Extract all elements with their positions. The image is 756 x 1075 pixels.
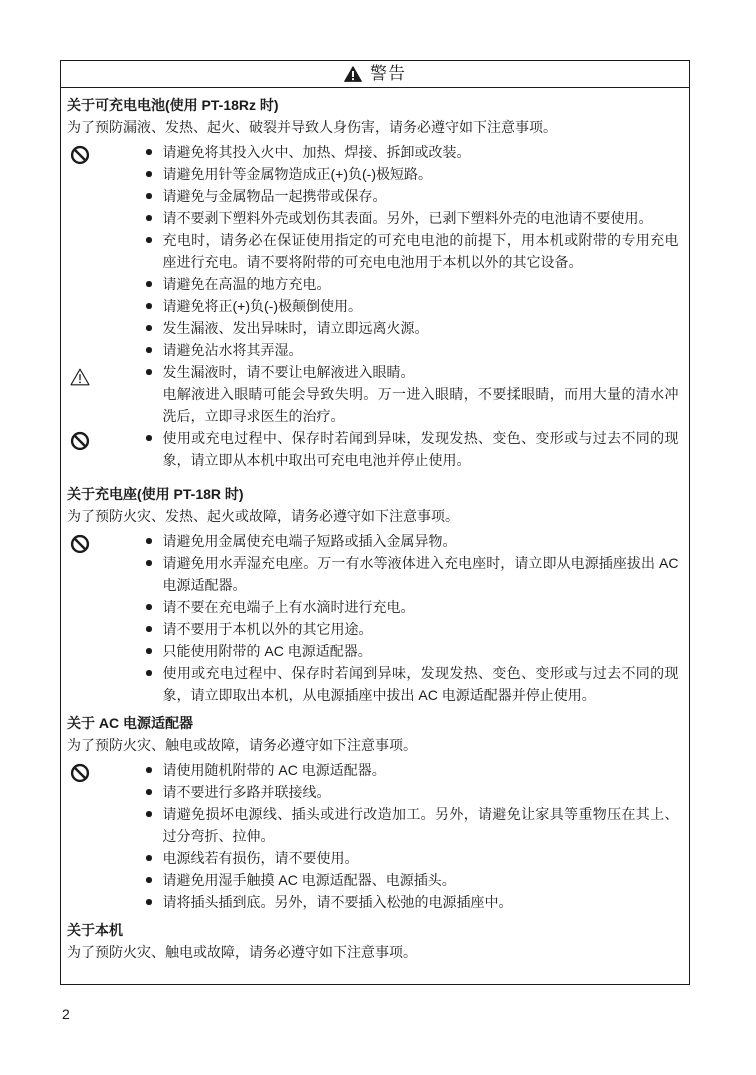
warning-header — [61, 61, 689, 88]
bullet-dot — [146, 877, 152, 883]
bullet-dot — [146, 670, 152, 676]
warning-box — [60, 60, 690, 985]
bullet-dot — [146, 789, 152, 795]
bullet-dot — [146, 193, 152, 199]
list-item — [67, 229, 683, 273]
item-text: 请避免损坏电源线、插头或进行改造加工。另外，请避免让家具等重物压在其上、过分弯折、拉伸。 — [162, 806, 679, 844]
bullet-dot — [146, 237, 152, 243]
section-title: 关于充电座(使用 PT-18R 时) — [67, 486, 244, 502]
item-text: 请避免将正(+)负(-)极颠倒使用。 — [162, 298, 362, 314]
detail-text: 电解液进入眼睛可能会导致失明。万一进入眼睛，不要揉眼睛，而用大量的清水冲洗后，立即寻求医生的治疗。 — [162, 386, 679, 424]
item-text: 只能使用附带的 AC 电源适配器。 — [162, 643, 372, 659]
section-title: 关于本机 — [67, 922, 123, 938]
item-text: 充电时，请务必在保证使用指定的可充电电池的前提下，用本机或附带的专用充电座进行充电。请不要将附带的可充电电池用于本机以外的其它设备。 — [162, 232, 679, 270]
bullet-dot — [146, 648, 152, 654]
item-text: 请不要剥下塑料外壳或划伤其表面。另外，已剥下塑料外壳的电池请不要使用。 — [162, 210, 653, 226]
prohibition-group — [67, 427, 683, 471]
bullet-dot — [146, 560, 152, 566]
bullet-dot — [146, 171, 152, 177]
section-title: 关于可充电电池(使用 PT-18Rz 时) — [67, 97, 279, 113]
bullet-dot — [146, 626, 152, 632]
bullet-dot — [146, 538, 152, 544]
item-text: 请避免用水弄湿充电座。万一有水等液体进入充电座时，请立即从电源插座拔出 AC 电源适配器。 — [162, 555, 679, 593]
bullet-dot — [146, 899, 152, 905]
list-item — [67, 803, 683, 847]
list-item — [67, 530, 683, 552]
item-text: 使用或充电过程中、保存时若闻到异味，发现发热、变色、变形或与过去不同的现象，请立即取出本机，从电源插座中拔出 AC 电源适配器并停止使用。 — [162, 665, 679, 703]
list-item — [67, 662, 683, 706]
section-charger — [67, 483, 683, 706]
warning-body — [61, 88, 689, 984]
item-text: 请使用随机附带的 AC 电源适配器。 — [162, 762, 386, 778]
item-detail — [67, 383, 683, 427]
bullet-dot — [146, 435, 152, 441]
list-item — [67, 339, 683, 361]
section-rechargeable-battery — [67, 94, 683, 471]
bullet-dot — [146, 767, 152, 773]
item-text: 请将插头插到底。另外，请不要插入松弛的电源插座中。 — [162, 894, 513, 910]
item-text: 请避免用金属使充电端子短路或插入金属异物。 — [162, 533, 457, 549]
list-item — [67, 273, 683, 295]
item-text: 请不要用于本机以外的其它用途。 — [162, 621, 373, 637]
section-intro: 为了预防火灾、触电或故障，请务必遵守如下注意事项。 — [67, 944, 417, 960]
list-item — [67, 640, 683, 662]
section-intro: 为了预防漏液、发热、起火、破裂并导致人身伤害，请务必遵守如下注意事项。 — [67, 119, 557, 135]
list-item — [67, 207, 683, 229]
item-text: 请避免将其投入火中、加热、焊接、拆卸或改装。 — [162, 144, 471, 160]
list-item — [67, 759, 683, 781]
bullet-dot — [146, 281, 152, 287]
item-text: 请避免与金属物品一起携带或保存。 — [162, 188, 387, 204]
list-item — [67, 596, 683, 618]
list-item — [67, 891, 683, 913]
prohibition-group — [67, 141, 683, 361]
list-item — [67, 427, 683, 471]
bullet-dot — [146, 149, 152, 155]
item-text: 请不要在充电端子上有水滴时进行充电。 — [162, 599, 415, 615]
caution-group — [67, 361, 683, 427]
bullet-dot — [146, 303, 152, 309]
section-intro: 为了预防火灾、触电或故障，请务必遵守如下注意事项。 — [67, 737, 417, 753]
page-number: 2 — [62, 1006, 70, 1022]
item-text: 请不要进行多路并联接线。 — [162, 784, 331, 800]
item-text: 请避免沾水将其弄湿。 — [162, 342, 303, 358]
section-title: 关于 AC 电源适配器 — [67, 715, 193, 731]
list-item — [67, 185, 683, 207]
prohibition-group — [67, 759, 683, 913]
bullet-dot — [146, 369, 152, 375]
list-item — [67, 869, 683, 891]
bullet-dot — [146, 604, 152, 610]
section-this-machine — [67, 919, 683, 963]
list-item — [67, 141, 683, 163]
bullet-dot — [146, 215, 152, 221]
list-item — [67, 295, 683, 317]
section-ac-adapter — [67, 712, 683, 913]
bullet-dot — [146, 325, 152, 331]
item-text: 请避免用湿手触摸 AC 电源适配器、电源插头。 — [162, 872, 456, 888]
bullet-dot — [146, 347, 152, 353]
item-text: 请避免在高温的地方充电。 — [162, 276, 331, 292]
list-item — [67, 317, 683, 339]
list-item — [67, 552, 683, 596]
section-intro: 为了预防火灾、发热、起火或故障，请务必遵守如下注意事项。 — [67, 508, 459, 524]
item-text: 使用或充电过程中、保存时若闻到异味，发现发热、变色、变形或与过去不同的现象，请立即从本机中取出可充电电池并停止使用。 — [162, 430, 679, 468]
list-item — [67, 361, 683, 383]
warning-title: 警告 — [370, 64, 406, 83]
bullet-dot — [146, 855, 152, 861]
item-text: 发生漏液时，请不要让电解液进入眼睛。 — [162, 364, 415, 380]
bullet-dot — [146, 811, 152, 817]
item-text: 请避免用针等金属物造成正(+)负(-)极短路。 — [162, 166, 432, 182]
list-item — [67, 618, 683, 640]
warning-triangle-icon — [344, 66, 362, 82]
prohibition-group — [67, 530, 683, 706]
list-item — [67, 847, 683, 869]
list-item — [67, 781, 683, 803]
list-item — [67, 163, 683, 185]
item-text: 发生漏液、发出异味时，请立即远离火源。 — [162, 320, 429, 336]
item-text: 电源线若有损伤，请不要使用。 — [162, 850, 359, 866]
